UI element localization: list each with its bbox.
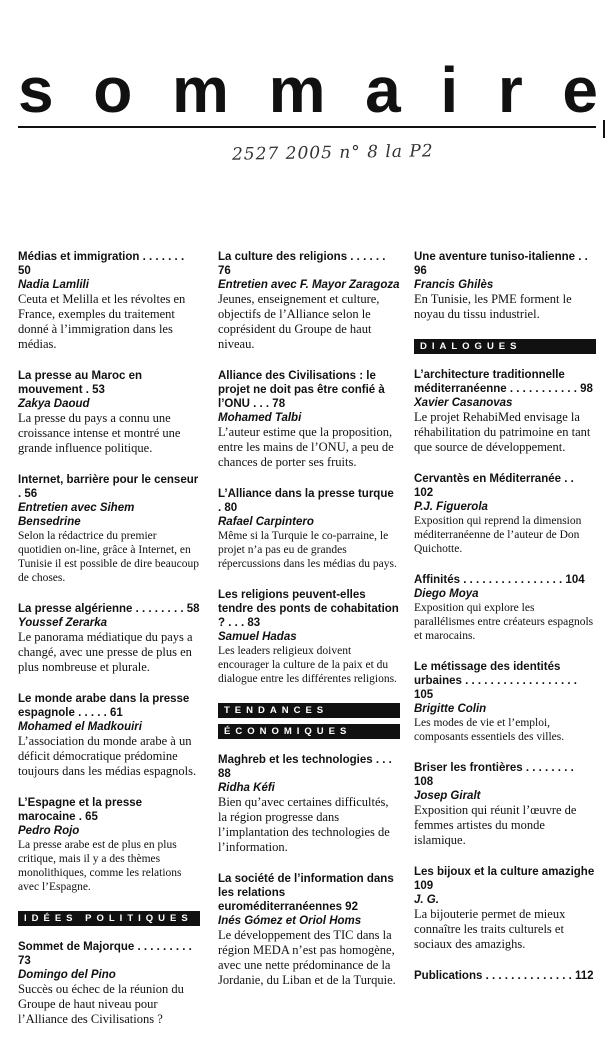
entry-title: La presse algérienne . . . . . . . . 58 <box>18 603 200 615</box>
toc-entry[interactable] <box>218 588 400 686</box>
entry-title: Les religions peuvent-elles tendre des ponts de cohabitation ? . . . 83 <box>218 589 399 629</box>
column-2 <box>218 250 400 1005</box>
entry-author: Zakya Daoud <box>18 398 90 410</box>
entry-author: Entretien avec F. Mayor Zaragoza <box>218 279 400 291</box>
toc-entry[interactable] <box>414 573 596 643</box>
entry-description: L’auteur estime que la proposition, entre les mains de l’ONU, a peu de chances de porter ses fruits. <box>218 425 394 469</box>
toc-entry[interactable] <box>414 368 596 455</box>
entry-description: La bijouterie permet de mieux connaître les traits culturels et sociaux des amazighs. <box>414 907 566 951</box>
entry-title: L’Alliance dans la presse turque . 80 <box>218 488 394 514</box>
entry-description: Le développement des TIC dans la région MEDA n’est pas homogène, avec une nette prédominance de la Jordanie, du Liban et de la Turquie. <box>218 928 396 987</box>
entry-author: Rafael Carpintero <box>218 516 314 528</box>
entry-title: Alliance des Civilisations : le projet ne doit pas être confié à l’ONU . . . 78 <box>218 370 385 410</box>
entry-description: Exposition qui reprend la dimension méditerranéenne de l’auteur de Don Quichotte. <box>414 515 582 555</box>
entry-description: Bien qu’avec certaines difficultés, la région progresse dans l’implantation des technologies de l’information. <box>218 795 390 854</box>
entry-title: La culture des religions . . . . . . 76 <box>218 251 386 277</box>
entry-title: Sommet de Majorque . . . . . . . . . 73 <box>18 941 192 967</box>
toc-entry[interactable] <box>414 865 596 952</box>
toc-entry[interactable] <box>414 660 596 744</box>
toc-entry[interactable] <box>18 692 200 779</box>
entry-author: P.J. Figuerola <box>414 501 488 513</box>
entry-description: La presse arabe est de plus en plus critique, mais il y a des thèmes monolithiques, comme les relations avec l’Espagne. <box>18 839 182 893</box>
entry-author: Domingo del Pino <box>18 969 116 981</box>
toc-entry[interactable] <box>218 753 400 855</box>
toc-entry[interactable] <box>18 369 200 456</box>
entry-title: L’Espagne et la presse marocaine . 65 <box>18 797 143 823</box>
entry-description: Même si la Turquie le co-parraine, le projet n’a pas eu de grandes répercussions dans les médias du pays. <box>218 530 397 570</box>
toc-entry[interactable] <box>414 969 596 983</box>
toc-entry[interactable] <box>218 487 400 571</box>
edge-mark <box>603 120 605 138</box>
entry-title: Le métissage des identités urbaines . . . . . . . . . . . . . . . . . . 105 <box>414 661 577 701</box>
title-letter: o <box>93 54 133 126</box>
entry-description: Les modes de vie et l’emploi, composants essentiels des villes. <box>414 717 565 743</box>
entry-author: Inés Gómez et Oriol Homs <box>218 915 362 927</box>
entry-title: Briser les frontières . . . . . . . . 108 <box>414 762 574 788</box>
toc-entry[interactable] <box>18 796 200 894</box>
entry-author: Youssef Zerarka <box>18 617 108 629</box>
entry-author: Pedro Rojo <box>18 825 80 837</box>
page-title <box>18 54 598 126</box>
entry-title: Une aventure tuniso-italienne . . 96 <box>414 251 588 277</box>
entry-description: Ceuta et Melilla et les révoltes en France, exemples du traitement donné à l’immigration dans les médias. <box>18 292 186 351</box>
entry-author: Diego Moya <box>414 588 479 600</box>
title-rule <box>18 126 596 128</box>
entry-description: Les leaders religieux doivent encourager la culture de la paix et du dialogue entre les différentes religions. <box>218 645 397 685</box>
entry-author: Mohamed Talbi <box>218 412 302 424</box>
toc-entry[interactable] <box>18 940 200 1027</box>
entry-title: Maghreb et les technologies . . . 88 <box>218 754 392 780</box>
entry-author: Entretien avec Sihem Bensedrine <box>18 502 135 528</box>
entry-title: Publications . . . . . . . . . . . . . . 112 <box>414 970 594 982</box>
entry-description: Selon la rédactrice du premier quotidien on-line, grâce à Internet, en Tunisie il est possible de dire beaucoup de choses. <box>18 530 199 584</box>
toc-entry[interactable] <box>18 250 200 352</box>
entry-title: La presse au Maroc en mouvement . 53 <box>18 370 142 396</box>
column-1 <box>18 250 200 1044</box>
section-header-dialogues: DIALOGUES <box>414 339 596 354</box>
entry-title: La société de l’information dans les relations euroméditerranéennes 92 <box>218 873 394 913</box>
entry-description: Succès ou échec de la réunion du Groupe de haut niveau pour l’Alliance des Civilisations ? <box>18 982 184 1026</box>
entry-description: L’association du monde arabe à un déficit démocratique prédomine toujours dans les médias espagnols. <box>18 734 197 778</box>
section-header-idees-politiques: IDÉES POLITIQUES <box>18 911 200 926</box>
entry-description: Jeunes, enseignement et culture, objectifs de l’Alliance selon le coprésident du Groupe de haut niveau. <box>218 292 380 351</box>
entry-author: Josep Giralt <box>414 790 481 802</box>
entry-description: En Tunisie, les PME forment le noyau du tissu industriel. <box>414 292 572 321</box>
toc-entry[interactable] <box>18 473 200 585</box>
title-letter: i <box>440 54 459 126</box>
entry-title: Cervantès en Méditerranée . . 102 <box>414 473 574 499</box>
entry-author: J. G. <box>414 894 439 906</box>
title-letter: a <box>365 54 401 126</box>
column-3 <box>414 250 596 1000</box>
handwritten-note: 2527 2005 n° 8 la P2 <box>231 141 434 165</box>
entry-author: Ridha Kéfi <box>218 782 275 794</box>
entry-title: L’architecture traditionnelle méditerranéenne . . . . . . . . . . . 98 <box>414 369 593 395</box>
toc-entry[interactable] <box>218 872 400 988</box>
title-letter: s <box>18 54 54 126</box>
entry-description: La presse du pays a connu une croissance intense et montré une grande influence politique. <box>18 411 181 455</box>
title-letter: r <box>497 54 523 126</box>
title-letter: e <box>562 54 598 126</box>
toc-entry[interactable] <box>414 472 596 556</box>
entry-description: Exposition qui réunit l’œuvre de femmes artistes du monde islamique. <box>414 803 577 847</box>
title-letter: m <box>172 54 229 126</box>
entry-description: Le panorama médiatique du pays a changé, avec une presse de plus en plus nombreuse et plurale. <box>18 630 193 674</box>
entry-title: Le monde arabe dans la presse espagnole . . . . . 61 <box>18 693 190 719</box>
section-header-tendances: TENDANCES <box>218 703 400 718</box>
toc-entry[interactable] <box>218 250 400 352</box>
entry-title: Médias et immigration . . . . . . . 50 <box>18 251 185 277</box>
entry-title: Affinités . . . . . . . . . . . . . . . . 104 <box>414 574 585 586</box>
entry-title: Internet, barrière pour le censeur . 56 <box>18 474 199 500</box>
toc-entry[interactable] <box>218 369 400 470</box>
entry-author: Mohamed el Madkouiri <box>18 721 142 733</box>
entry-description: Exposition qui explore les parallélismes entre créateurs espagnols et marocains. <box>414 602 594 642</box>
entry-author: Nadia Lamlili <box>18 279 89 291</box>
entry-description: Le projet RehabiMed envisage la réhabilitation du patrimoine en tant que source de développement. <box>414 410 591 454</box>
entry-author: Brigitte Colin <box>414 703 487 715</box>
entry-author: Samuel Hadas <box>218 631 297 643</box>
entry-title: Les bijoux et la culture amazighe 109 <box>414 866 595 892</box>
entry-author: Francis Ghilès <box>414 279 494 291</box>
section-header-economiques: ÉCONOMIQUES <box>218 724 400 739</box>
toc-entry[interactable] <box>414 250 596 322</box>
title-letter: m <box>268 54 326 126</box>
entry-author: Xavier Casanovas <box>414 397 513 409</box>
toc-entry[interactable] <box>414 761 596 848</box>
toc-entry[interactable] <box>18 602 200 675</box>
